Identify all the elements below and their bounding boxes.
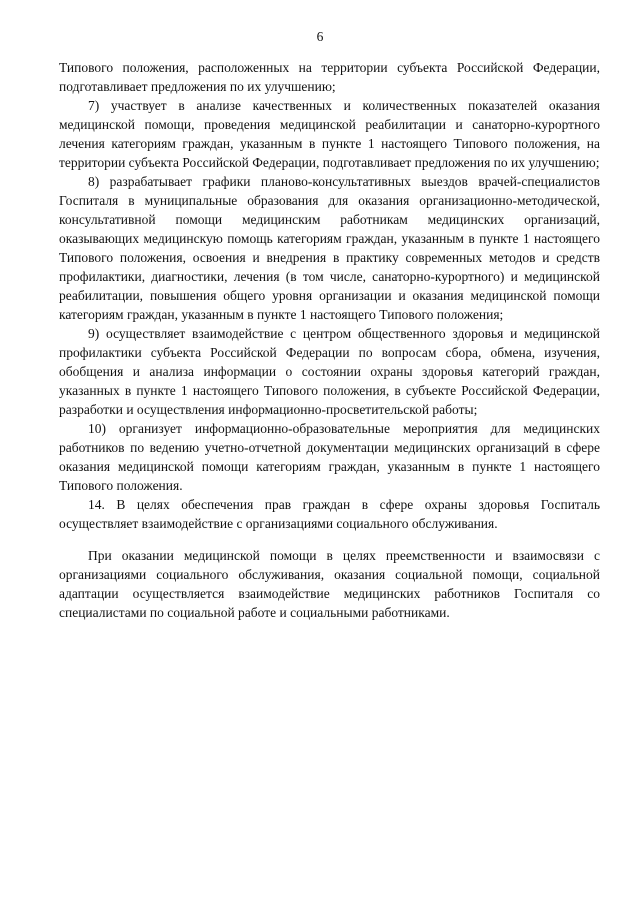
paragraph-item-7: 7) участвует в анализе качественных и количественных показателей оказания медицинской помощи, проведения медицинской реабилитации и санаторно-курортного лечения категориям граждан, указанным в пункте 1 настоящего Типового положения, на территории субъекта Российской Федерации, подготавливает предложения по их улучшению; bbox=[59, 98, 600, 170]
paragraph-item-8: 8) разрабатывает графики планово-консультативных выездов врачей-специалистов Госпиталя в муниципальные образования для оказания организационно-методической, консультативной помощи медицинским работникам медицинских организаций, оказывающих медицинскую помощь категориям граждан, указанным в пункте 1 настоящего Типового положения, освоения и внедрения в практику современных методов и средств профилактики, диагностики, лечения (в том числе, санаторно-курортного) и медицинской реабилитации, повышения общего уровня организации и оказания медицинской помощи категориям граждан, указанным в пункте 1 настоящего Типового положения; bbox=[59, 174, 600, 322]
paragraph-item-10: 10) организует информационно-образовательные мероприятия для медицинских работников по ведению учетно-отчетной документации медицинских организаций в сфере оказания медицинской помощи категориям граждан, указанным в пункте 1 настоящего Типового положения. bbox=[59, 421, 600, 493]
document-body bbox=[59, 58, 600, 622]
page-number: 6 bbox=[316, 29, 324, 44]
paragraph-clause-14: 14. В целях обеспечения прав граждан в сфере охраны здоровья Госпиталь осуществляет взаимодействие с организациями социального обслуживания. bbox=[59, 497, 600, 531]
paragraph-social-cooperation: При оказании медицинской помощи в целях преемственности и взаимосвязи с организациями социального обслуживания, оказания социальной помощи, социальной адаптации осуществляется взаимодействие медицинских работников Госпиталя со специалистами по социальной работе и социальными работниками. bbox=[59, 548, 600, 620]
paragraph-continuation: Типового положения, расположенных на территории субъекта Российской Федерации, подготавливает предложения по их улучшению; bbox=[59, 60, 600, 94]
paragraph-item-9: 9) осуществляет взаимодействие с центром общественного здоровья и медицинской профилактики субъекта Российской Федерации по вопросам сбора, обмена, изучения, обобщения и анализа информации о состоянии охраны здоровья категорий граждан, указанных в пункте 1 настоящего Типового положения, в субъекте Российской Федерации, разработки и осуществления информационно-просветительской работы; bbox=[59, 326, 600, 417]
